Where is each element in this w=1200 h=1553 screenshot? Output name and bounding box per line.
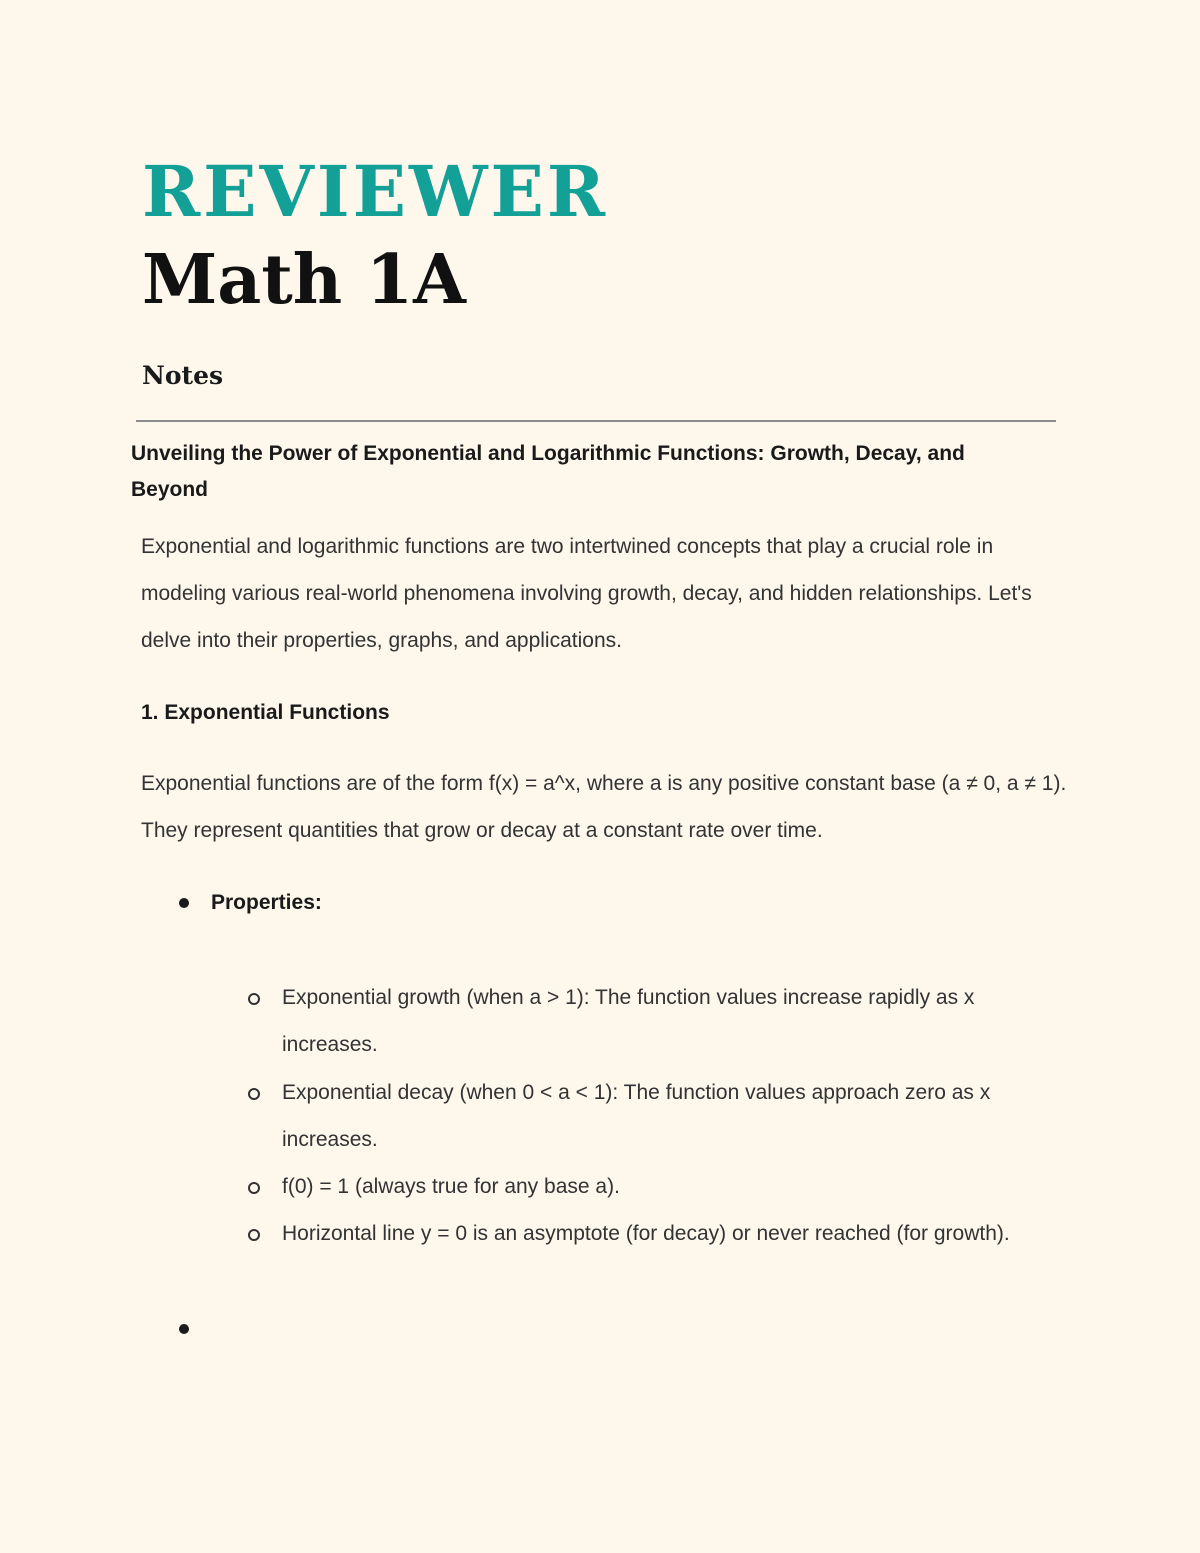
section-heading: 1. Exponential Functions — [141, 701, 390, 724]
sub-list-item: Horizontal line y = 0 is an asymptote (for decay) or never reached (for growth). — [282, 1222, 1010, 1245]
notes-label: Notes — [142, 361, 224, 390]
bullet-dot-icon — [179, 898, 189, 908]
sub-list-item: Exponential decay (when 0 < a < 1): The function values approach zero as x increases. — [282, 1081, 991, 1151]
horizontal-divider — [136, 420, 1056, 422]
circle-bullet-icon — [248, 1088, 260, 1100]
course-title: Math 1A — [142, 240, 466, 320]
section-definition: Exponential functions are of the form f(x) = a^x, where a is any positive constant base (a ≠ 0, a ≠ 1). They represent quantities that grow or decay at a constant rate over time. — [141, 772, 1067, 842]
circle-bullet-icon — [248, 1229, 260, 1241]
sub-list-item: f(0) = 1 (always true for any base a). — [282, 1175, 620, 1198]
bullet-dot-icon — [179, 1324, 189, 1334]
article-title: Unveiling the Power of Exponential and Logarithmic Functions: Growth, Decay, and Beyond — [131, 442, 965, 501]
sub-list-item: Exponential growth (when a > 1): The function values increase rapidly as x increases. — [282, 986, 975, 1056]
document-title: REVIEWER — [142, 150, 609, 233]
bullet-label: Properties: — [211, 891, 322, 914]
circle-bullet-icon — [248, 993, 260, 1005]
circle-bullet-icon — [248, 1182, 260, 1194]
intro-paragraph: Exponential and logarithmic functions are two intertwined concepts that play a crucial role in modeling various real-world phenomena involving growth, decay, and hidden relationships. Let's delve into their properties, graphs, and applications. — [141, 535, 1032, 652]
